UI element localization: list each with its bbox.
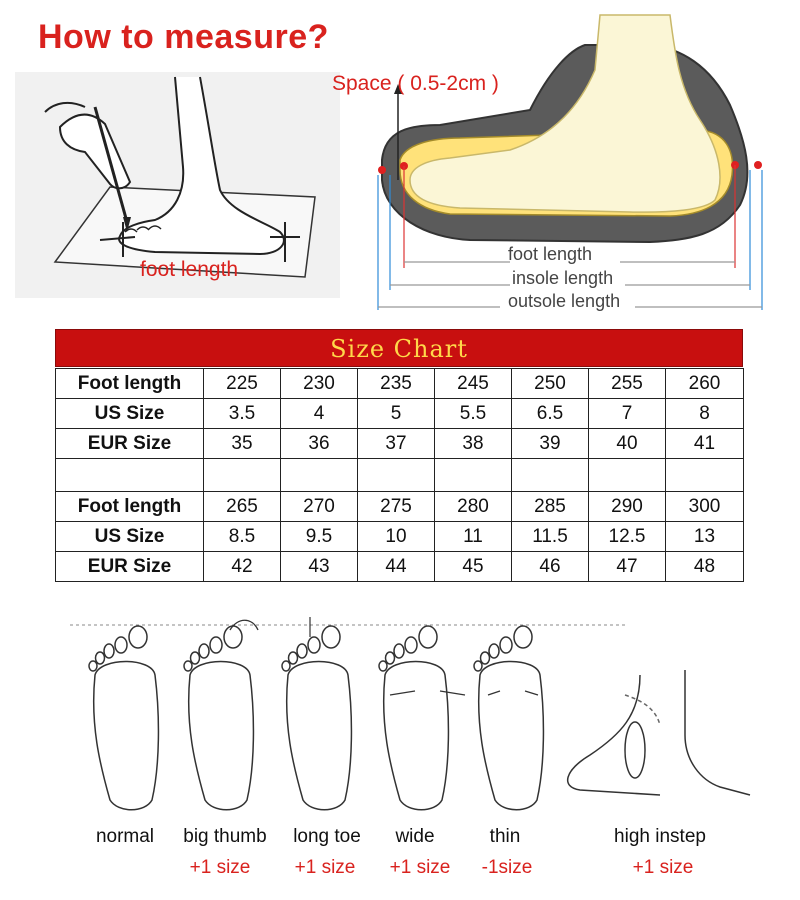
table-cell: 8.5 — [204, 522, 281, 552]
table-row-spacer — [56, 459, 744, 492]
size-chart — [55, 329, 743, 599]
table-cell: 3.5 — [204, 399, 281, 429]
adjust-big-thumb: +1 size — [189, 857, 251, 878]
table-cell: 9.5 — [281, 522, 358, 552]
table-cell: 245 — [435, 369, 512, 399]
table-cell: 38 — [435, 429, 512, 459]
foot-type-normal-label: normal — [95, 826, 155, 847]
foot-type-long-toe-label: long toe — [293, 826, 361, 847]
dimension-foot-length: foot length — [508, 244, 593, 264]
table-cell: 5.5 — [435, 399, 512, 429]
table-cell: 280 — [435, 492, 512, 522]
table-cell: 275 — [358, 492, 435, 522]
row-header: US Size — [56, 522, 204, 552]
table-cell-empty — [204, 459, 281, 492]
table-cell-empty — [358, 459, 435, 492]
foot-length-caption: foot length — [140, 258, 239, 281]
table-cell: 43 — [281, 552, 358, 582]
table-cell: 37 — [358, 429, 435, 459]
shoe-cross-section-illustration — [370, 10, 770, 310]
table-cell: 270 — [281, 492, 358, 522]
table-cell: 235 — [358, 369, 435, 399]
row-header: US Size — [56, 399, 204, 429]
table-cell: 260 — [666, 369, 744, 399]
page-title: How to measure? — [38, 18, 329, 56]
table-cell: 44 — [358, 552, 435, 582]
table-cell: 36 — [281, 429, 358, 459]
foot-type-high-instep-label: high instep — [614, 826, 706, 847]
table-cell: 290 — [589, 492, 666, 522]
table-cell-empty — [666, 459, 744, 492]
adjust-high-instep: +1 size — [632, 857, 694, 878]
adjust-wide: +1 size — [389, 857, 451, 878]
adjust-long-toe: +1 size — [294, 857, 356, 878]
table-cell: 46 — [512, 552, 589, 582]
dimension-outsole-length: outsole length — [508, 291, 621, 311]
table-cell: 10 — [358, 522, 435, 552]
row-header: EUR Size — [56, 429, 204, 459]
row-header: EUR Size — [56, 552, 204, 582]
table-row-foot-length-2 — [56, 492, 744, 522]
table-cell: 6.5 — [512, 399, 589, 429]
table-row-eur-size-1 — [56, 429, 744, 459]
table-cell: 11.5 — [512, 522, 589, 552]
row-header: Foot length — [56, 492, 204, 522]
table-cell: 39 — [512, 429, 589, 459]
table-cell: 11 — [435, 522, 512, 552]
table-cell: 4 — [281, 399, 358, 429]
table-cell: 45 — [435, 552, 512, 582]
table-cell: 265 — [204, 492, 281, 522]
table-cell: 41 — [666, 429, 744, 459]
table-cell-empty — [281, 459, 358, 492]
table-cell: 35 — [204, 429, 281, 459]
foot-type-big-thumb-label: big thumb — [183, 826, 267, 847]
table-cell: 255 — [589, 369, 666, 399]
table-cell-empty — [589, 459, 666, 492]
table-cell: 225 — [204, 369, 281, 399]
adjust-thin: -1size — [481, 857, 533, 878]
table-cell: 12.5 — [589, 522, 666, 552]
table-row-foot-length-1 — [56, 369, 744, 399]
table-cell: 42 — [204, 552, 281, 582]
table-cell-empty — [56, 459, 204, 492]
table-cell: 300 — [666, 492, 744, 522]
table-cell: 230 — [281, 369, 358, 399]
row-header: Foot length — [56, 369, 204, 399]
table-cell: 285 — [512, 492, 589, 522]
table-cell: 47 — [589, 552, 666, 582]
foot-types-drawing — [60, 615, 760, 815]
table-row-us-size-1 — [56, 399, 744, 429]
table-row-eur-size-2 — [56, 552, 744, 582]
dimension-insole-length: insole length — [512, 268, 614, 288]
foot-type-wide-label: wide — [395, 826, 435, 847]
table-cell: 13 — [666, 522, 744, 552]
table-cell: 48 — [666, 552, 744, 582]
size-chart-title: Size Chart — [55, 329, 743, 367]
space-label: Space ( 0.5-2cm ) — [332, 72, 499, 95]
table-cell: 40 — [589, 429, 666, 459]
table-cell: 250 — [512, 369, 589, 399]
table-row-us-size-2 — [56, 522, 744, 552]
table-cell: 7 — [589, 399, 666, 429]
table-cell-empty — [435, 459, 512, 492]
table-cell: 5 — [358, 399, 435, 429]
foot-types-illustration — [60, 615, 760, 815]
table-cell: 8 — [666, 399, 744, 429]
foot-type-thin-label: thin — [489, 826, 521, 847]
size-chart-table — [55, 368, 744, 582]
table-cell-empty — [512, 459, 589, 492]
shoe-diagram — [370, 10, 770, 310]
